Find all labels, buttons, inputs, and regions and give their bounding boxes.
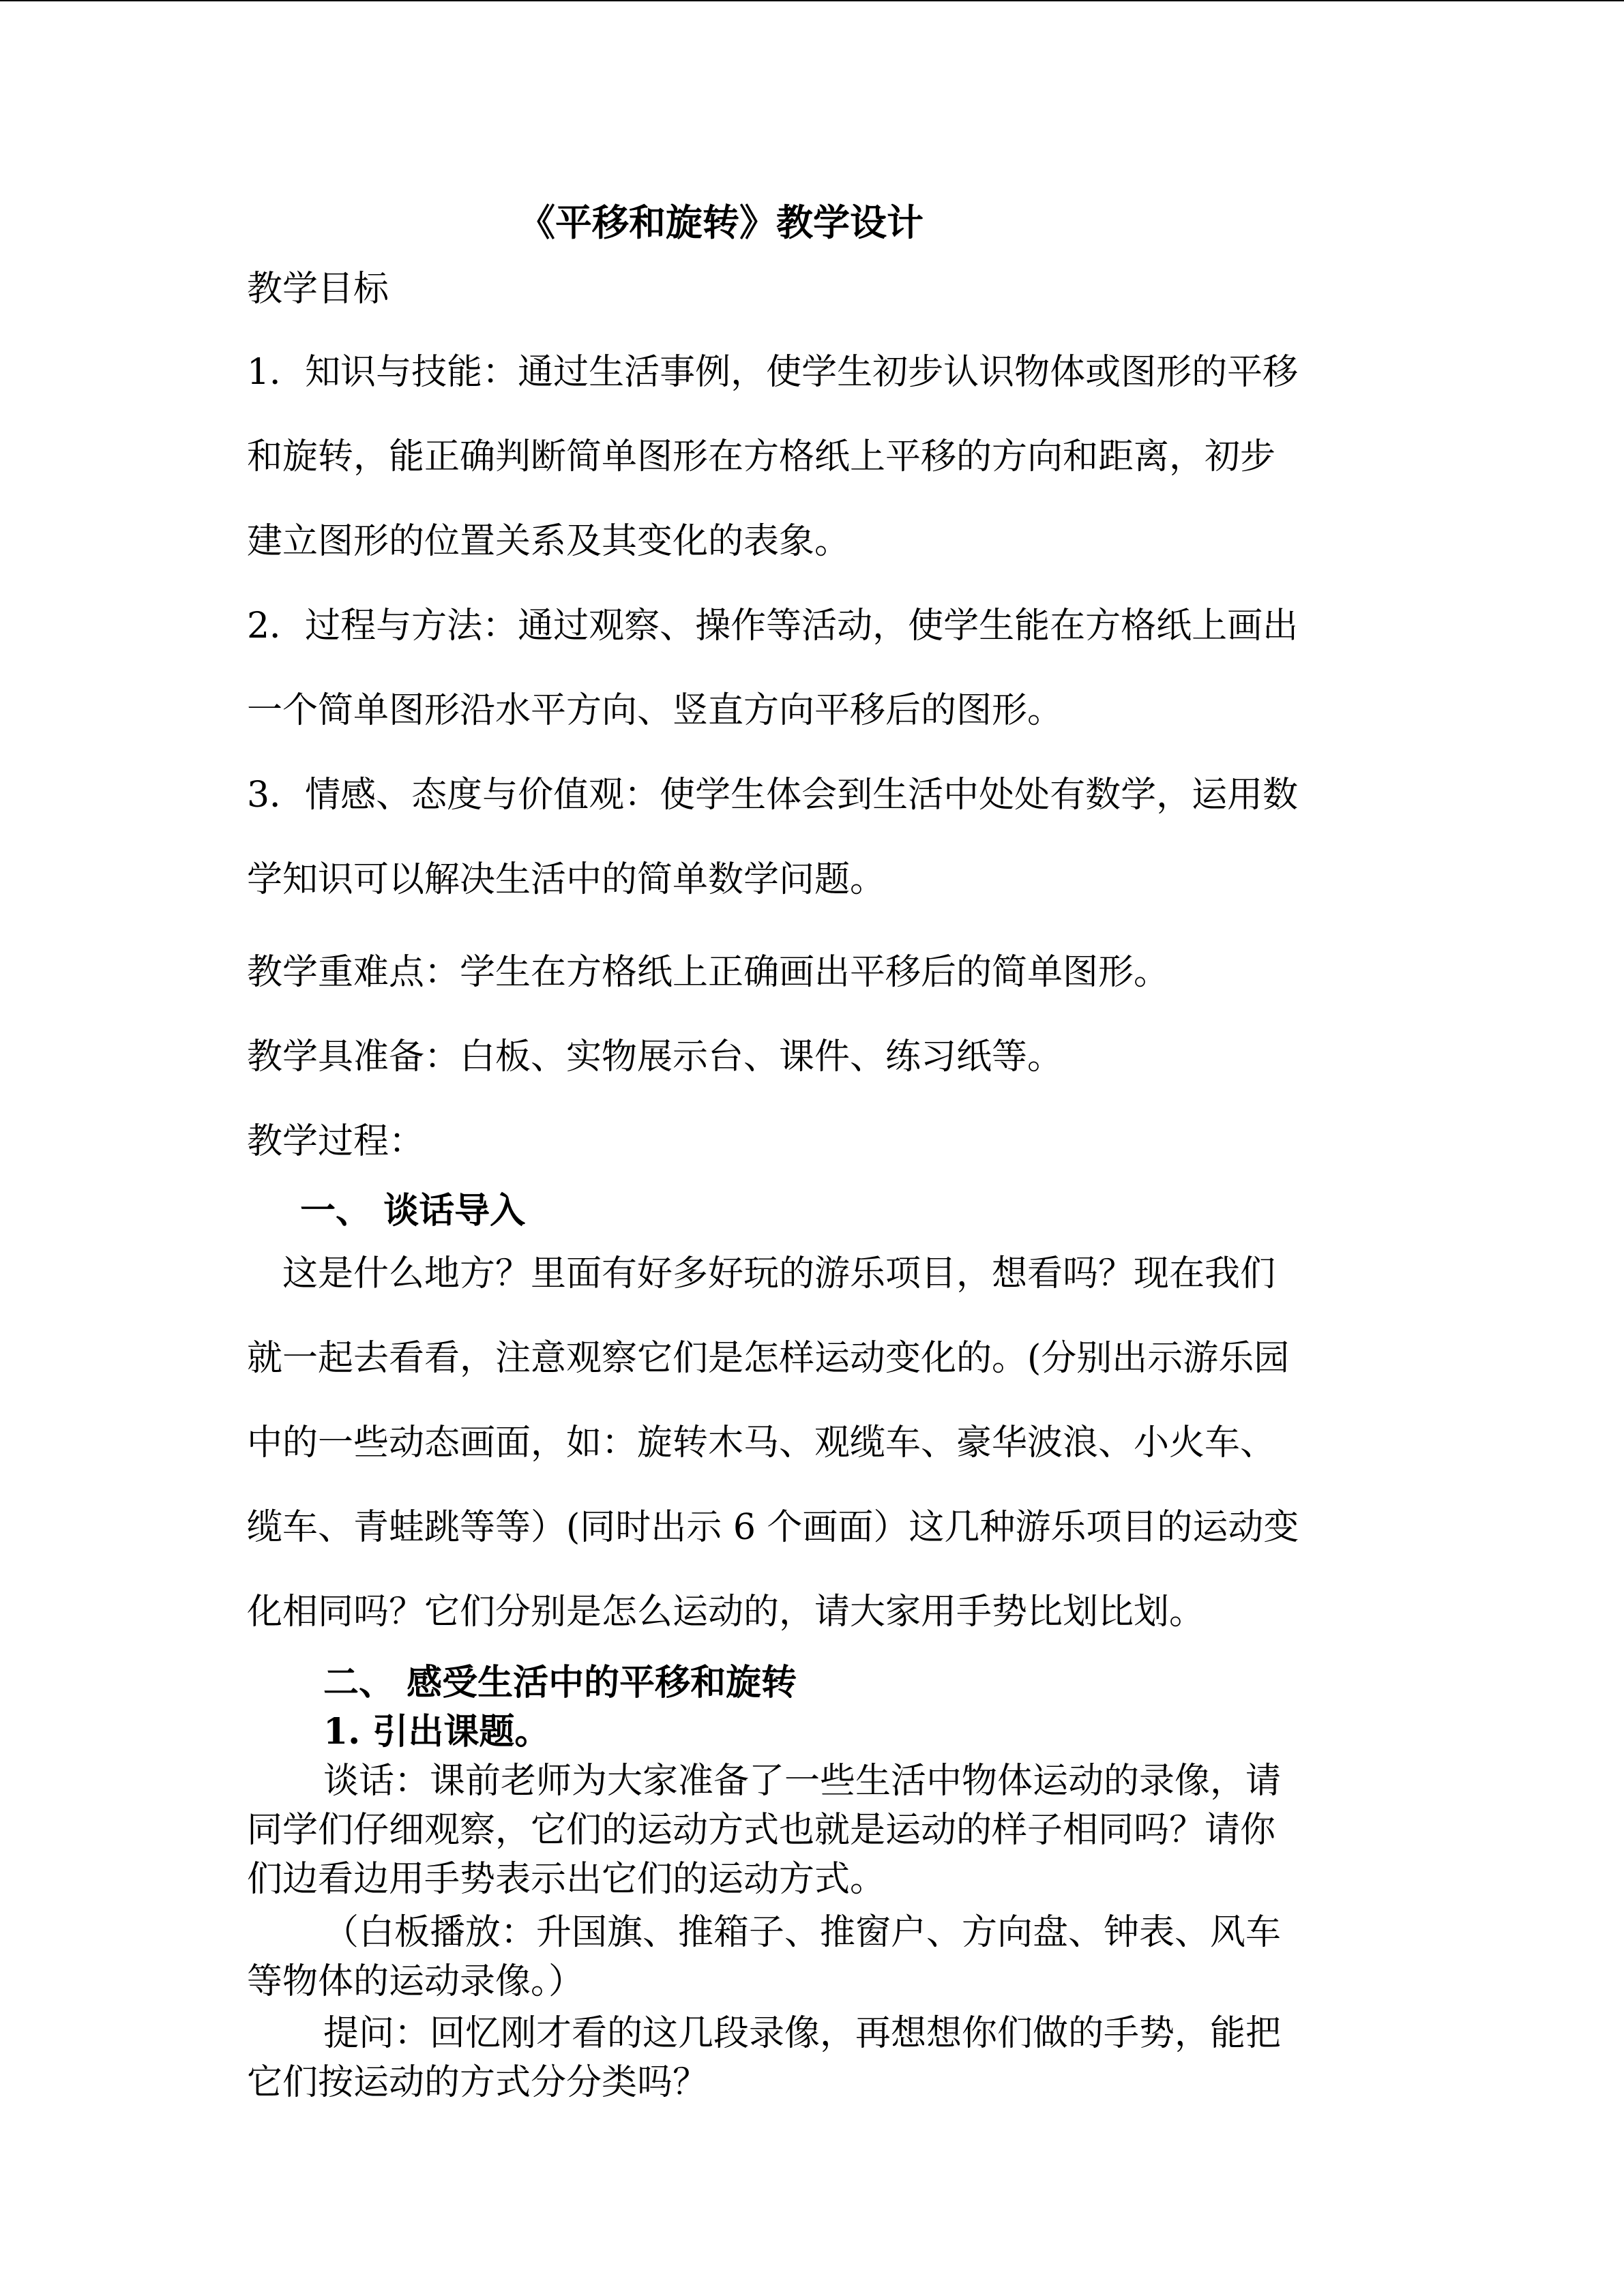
materials: 教学具准备：白板、实物展示台、课件、练习纸等。 xyxy=(247,1037,1063,1077)
question-line-1: 提问：回忆刚才看的这几段录像，再想想你们做的手势，能把 xyxy=(323,2013,1282,2054)
key-points: 教学重难点：学生在方格纸上正确画出平移后的简单图形。 xyxy=(247,952,1170,993)
section-2-subheading: 1. 引出课题。 xyxy=(323,1711,550,1753)
objectives-label: 教学目标 xyxy=(247,269,389,310)
section-2-heading: 二、 感受生活中的平移和旋转 xyxy=(323,1662,797,1703)
whiteboard-line-1: （白板播放：升国旗、推箱子、推窗户、方向盘、钟表、风车 xyxy=(323,1912,1282,1953)
objective-3-line-2: 学知识可以解决生活中的简单数学问题。 xyxy=(247,859,886,900)
question-line-2: 它们按运动的方式分分类吗？ xyxy=(247,2062,709,2103)
talk-line-1: 谈话：课前老师为大家准备了一些生活中物体运动的录像，请 xyxy=(323,1761,1282,1802)
section-1-line-4: 缆车、青蛙跳等等）(同时出示 6 个画面）这几种游乐项目的运动变 xyxy=(247,1507,1299,1548)
talk-line-3: 们边看边用手势表示出它们的运动方式。 xyxy=(247,1859,886,1900)
section-1-line-2: 就一起去看看，注意观察它们是怎样运动变化的。(分别出示游乐园 xyxy=(247,1338,1290,1379)
section-1-line-1: 这是什么地方？里面有好多好玩的游乐项目，想看吗？现在我们 xyxy=(282,1253,1276,1294)
objective-1-line-2: 和旋转，能正确判断简单图形在方格纸上平移的方向和距离，初步 xyxy=(247,436,1276,477)
objective-2-line-2: 一个简单图形沿水平方向、竖直方向平移后的图形。 xyxy=(247,690,1063,731)
whiteboard-line-2: 等物体的运动录像。） xyxy=(247,1961,585,2002)
section-1-line-3: 中的一些动态画面，如：旋转木马、观缆车、豪华波浪、小火车、 xyxy=(247,1422,1276,1463)
section-1-line-5: 化相同吗？它们分别是怎么运动的，请大家用手势比划比划。 xyxy=(247,1592,1205,1632)
objective-3-line-1: 3．情感、态度与价值观：使学生体会到生活中处处有数学，运用数 xyxy=(247,775,1299,816)
objective-1-line-1: 1．知识与技能：通过生活事例，使学生初步认识物体或图形的平移 xyxy=(247,352,1299,393)
process-label: 教学过程： xyxy=(247,1121,425,1162)
talk-line-2: 同学们仔细观察，它们的运动方式也就是运动的样子相同吗？请你 xyxy=(247,1810,1276,1851)
objective-1-line-3: 建立图形的位置关系及其变化的表象。 xyxy=(247,521,851,562)
document-title: 《平移和旋转》教学设计 xyxy=(518,200,924,244)
section-1-heading: 一、 谈话导入 xyxy=(300,1190,526,1232)
objective-2-line-1: 2．过程与方法：通过观察、操作等活动，使学生能在方格纸上画出 xyxy=(247,606,1299,646)
